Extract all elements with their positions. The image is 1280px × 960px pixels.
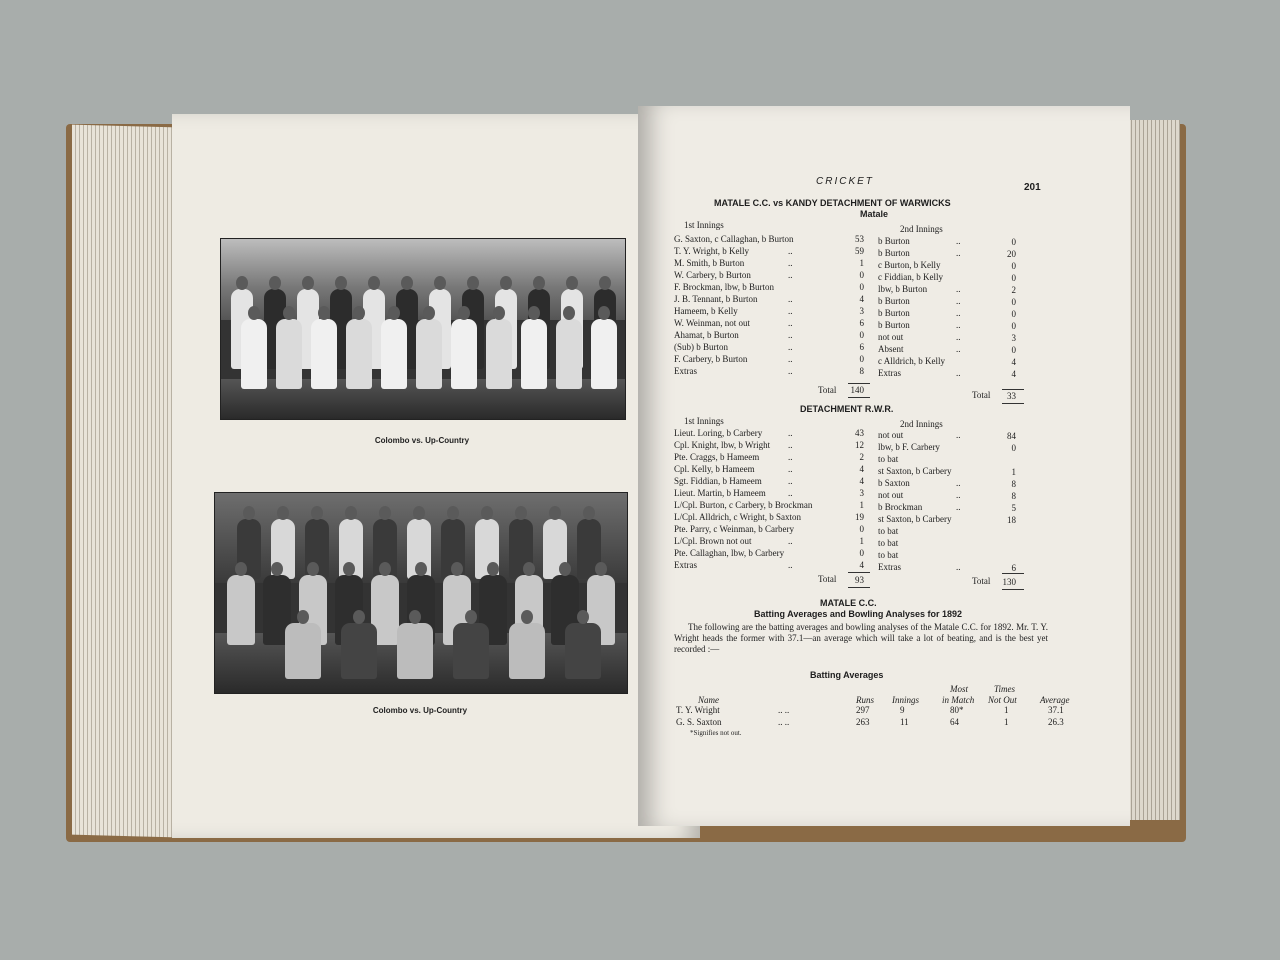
photo-figure-head xyxy=(515,506,527,520)
photo-figure xyxy=(397,623,433,679)
photo-figure-head xyxy=(423,306,435,320)
photo-figure-head xyxy=(549,506,561,520)
photo-figure-head xyxy=(447,506,459,520)
batsman-2nd: b Saxton xyxy=(878,478,910,488)
batsman-1st: M. Smith, b Burton xyxy=(674,258,745,268)
photo-figure xyxy=(565,623,601,679)
avg-runs: 297 xyxy=(856,705,870,715)
runs-1st: 0 xyxy=(859,330,864,340)
batsman-2nd: c Fiddian, b Kelly xyxy=(878,272,943,282)
dots-1st: .. xyxy=(788,476,793,486)
batsman-1st: Lieut. Loring, b Carbery xyxy=(674,428,763,438)
runs-1st: 1 xyxy=(859,258,864,268)
hdr-innings: Innings xyxy=(892,695,919,705)
photo-figure xyxy=(591,319,617,389)
batsman-2nd: to bat xyxy=(878,550,899,560)
runs-2nd: 4 xyxy=(1011,357,1016,367)
dots-1st: .. xyxy=(788,488,793,498)
batsman-1st: T. Y. Wright, b Kelly xyxy=(674,246,750,256)
intro-paragraph: The following are the batting averages and bowling analyses of the Matale C.C. for 1892. Mr. T. Y. Wright heads the former with 37.1—an average which will take a lot of beating, and is the best yet recorded :— xyxy=(674,622,1048,654)
photo-figure-head xyxy=(269,276,281,290)
photo-figure xyxy=(486,319,512,389)
right-page xyxy=(638,106,1130,826)
team2-total1: 93 xyxy=(855,575,864,585)
runs-1st: 0 xyxy=(859,354,864,364)
avg-innings: 9 xyxy=(900,705,905,715)
photo-figure xyxy=(416,319,442,389)
photo-figure-head xyxy=(559,562,571,576)
runs-2nd: 84 xyxy=(1007,431,1016,441)
hdr-most: Most xyxy=(950,684,968,694)
photo-figure xyxy=(381,319,407,389)
photo-figure-head xyxy=(297,610,309,624)
photo-figure-head xyxy=(343,562,355,576)
hdr-times: Times xyxy=(994,684,1016,694)
batsman-1st: Extras xyxy=(674,560,697,570)
team1-total1: 140 xyxy=(850,385,864,395)
dots-1st: .. xyxy=(788,560,793,570)
photo-figure-head xyxy=(307,562,319,576)
team1-total2: 33 xyxy=(1007,391,1016,401)
batsman-1st: Cpl. Kelly, b Hameem xyxy=(674,464,755,474)
photo-figure-head xyxy=(481,506,493,520)
photo-figure-head xyxy=(271,562,283,576)
runs-1st: 12 xyxy=(855,440,864,450)
dots-1st: .. xyxy=(788,246,793,256)
runs-2nd: 0 xyxy=(1011,237,1016,247)
photo-figure-head xyxy=(409,610,421,624)
team2-innings1-label: 1st Innings xyxy=(684,416,724,426)
photo-figure xyxy=(521,319,547,389)
batsman-2nd: c Burton, b Kelly xyxy=(878,260,941,270)
batsman-1st: G. Saxton, c Callaghan, b Burton xyxy=(674,234,794,244)
batsman-2nd: b Burton xyxy=(878,236,910,246)
avg-innings: 11 xyxy=(900,717,909,727)
photo-figure-head xyxy=(583,506,595,520)
batsman-2nd: st Saxton, b Carbery xyxy=(878,466,952,476)
photo-figure-head xyxy=(533,276,545,290)
batsman-2nd: lbw, b Burton xyxy=(878,284,928,294)
photo-figure xyxy=(227,575,255,645)
batsman-1st: J. B. Tennant, b Burton xyxy=(674,294,758,304)
runs-1st: 6 xyxy=(859,342,864,352)
dots-1st: .. xyxy=(788,428,793,438)
avg-average: 26.3 xyxy=(1048,717,1064,727)
batsman-2nd: b Brockman xyxy=(878,502,923,512)
photo-figure-head xyxy=(434,276,446,290)
runs-2nd: 5 xyxy=(1011,503,1016,513)
runs-2nd: 8 xyxy=(1011,491,1016,501)
team1-name: Matale xyxy=(860,209,889,219)
team2-name: DETACHMENT R.W.R. xyxy=(800,404,894,414)
dots-2nd: .. xyxy=(956,296,961,306)
runs-1st: 4 xyxy=(859,294,864,304)
batsman-1st: Cpl. Knight, lbw, b Wright xyxy=(674,440,771,450)
batsman-1st: L/Cpl. Alldrich, c Wright, b Saxton xyxy=(674,512,801,522)
footnote: *Signifies not out. xyxy=(690,729,742,737)
batsman-1st: Ahamat, b Burton xyxy=(674,330,739,340)
runs-1st: 6 xyxy=(859,318,864,328)
batsman-1st: F. Carbery, b Burton xyxy=(674,354,748,364)
avg-dots: .. .. xyxy=(778,705,790,715)
runs-2nd: 6 xyxy=(1011,563,1016,573)
batsman-2nd: Extras xyxy=(878,562,901,572)
avg-notout: 1 xyxy=(1004,717,1009,727)
runs-2nd: 8 xyxy=(1011,479,1016,489)
dots-2nd: .. xyxy=(956,490,961,500)
photo-figure-head xyxy=(248,306,260,320)
hdr-average: Average xyxy=(1040,695,1070,705)
runs-2nd: 0 xyxy=(1011,345,1016,355)
photo-figure-head xyxy=(368,276,380,290)
runs-2nd: 2 xyxy=(1011,285,1016,295)
dots-1st: .. xyxy=(788,354,793,364)
dots-1st: .. xyxy=(788,258,793,268)
batsman-2nd: b Burton xyxy=(878,308,910,318)
batsman-2nd: b Burton xyxy=(878,248,910,258)
team2-total-label-2: Total xyxy=(972,576,991,586)
runs-1st: 19 xyxy=(855,512,864,522)
photo-figure-head xyxy=(487,562,499,576)
team1-innings1-label: 1st Innings xyxy=(684,220,724,230)
runs-1st: 8 xyxy=(859,366,864,376)
team2-total2: 130 xyxy=(1002,577,1016,587)
photo-caption-bottom: Colombo vs. Up-Country xyxy=(372,706,468,715)
dots-1st: .. xyxy=(788,342,793,352)
runs-2nd: 0 xyxy=(1011,297,1016,307)
dots-1st: .. xyxy=(788,306,793,316)
batsman-1st: Hameem, b Kelly xyxy=(674,306,738,316)
section-title: Batting Averages and Bowling Analyses for 1892 xyxy=(754,609,963,619)
batsman-2nd: to bat xyxy=(878,538,899,548)
photo-figure-head xyxy=(528,306,540,320)
photo-figure xyxy=(341,623,377,679)
team1-total-label: Total xyxy=(818,385,837,395)
dots-2nd: .. xyxy=(956,308,961,318)
photo-figure-head xyxy=(401,276,413,290)
photo-figure xyxy=(346,319,372,389)
page-edges-left xyxy=(72,125,176,838)
batting-averages-title: Batting Averages xyxy=(810,670,884,680)
photo-figure-head xyxy=(523,562,535,576)
running-head: CRICKET xyxy=(816,176,874,187)
batsman-1st: Pte. Craggs, b Hameem xyxy=(674,452,760,462)
photo-figure-head xyxy=(500,276,512,290)
avg-most: 64 xyxy=(950,717,959,727)
photo-figure-head xyxy=(302,276,314,290)
runs-1st: 4 xyxy=(859,560,864,570)
page-number: 201 xyxy=(1024,182,1041,193)
photo-figure-head xyxy=(451,562,463,576)
photo-figure-head xyxy=(353,306,365,320)
section-club: MATALE C.C. xyxy=(820,598,877,608)
dots-1st: .. xyxy=(788,330,793,340)
runs-2nd: 4 xyxy=(1011,369,1016,379)
dots-2nd: .. xyxy=(956,562,961,572)
photo-figure-head xyxy=(236,276,248,290)
photo-figure-head xyxy=(598,306,610,320)
photo-figure xyxy=(556,319,582,389)
hdr-not-out: Not Out xyxy=(988,695,1017,705)
batsman-1st: Lieut. Martin, b Hameem xyxy=(674,488,766,498)
team-photo-top xyxy=(220,238,626,420)
photo-figure xyxy=(241,319,267,389)
dots-2nd: .. xyxy=(956,478,961,488)
hdr-in-match: in Match xyxy=(942,695,975,705)
left-page xyxy=(172,114,700,838)
batsman-1st: Sgt. Fiddian, b Hameem xyxy=(674,476,762,486)
batsman-1st: L/Cpl. Burton, c Carbery, b Brockman xyxy=(674,500,813,510)
photo-caption-top: Colombo vs. Up-Country xyxy=(374,436,470,445)
dots-1st: .. xyxy=(788,366,793,376)
photo-figure-head xyxy=(458,306,470,320)
batsman-2nd: lbw, b F. Carbery xyxy=(878,442,940,452)
team1-innings2-label: 2nd Innings xyxy=(900,224,943,234)
avg-name: G. S. Saxton xyxy=(676,717,722,727)
dots-2nd: .. xyxy=(956,320,961,330)
photo-figure-head xyxy=(577,610,589,624)
photo-figure xyxy=(276,319,302,389)
batsman-2nd: st Saxton, b Carbery xyxy=(878,514,952,524)
photo-figure-head xyxy=(379,506,391,520)
photo-figure-head xyxy=(318,306,330,320)
runs-1st: 3 xyxy=(859,488,864,498)
photo-figure-head xyxy=(465,610,477,624)
runs-2nd: 18 xyxy=(1007,515,1016,525)
dots-1st: .. xyxy=(788,294,793,304)
batsman-2nd: b Burton xyxy=(878,320,910,330)
team2-total-label: Total xyxy=(818,574,837,584)
avg-notout: 1 xyxy=(1004,705,1009,715)
batsman-2nd: not out xyxy=(878,430,904,440)
batsman-1st: W. Weinman, not out xyxy=(674,318,751,328)
avg-dots: .. .. xyxy=(778,717,790,727)
runs-1st: 43 xyxy=(855,428,864,438)
dots-2nd: .. xyxy=(956,248,961,258)
runs-1st: 53 xyxy=(855,234,864,244)
runs-2nd: 20 xyxy=(1007,249,1016,259)
photo-figure-head xyxy=(277,506,289,520)
avg-most: 80* xyxy=(950,705,964,715)
dots-1st: .. xyxy=(788,464,793,474)
photo-figure-head xyxy=(311,506,323,520)
batsman-2nd: c Alldrich, b Kelly xyxy=(878,356,945,366)
runs-2nd: 0 xyxy=(1011,443,1016,453)
dots-2nd: .. xyxy=(956,430,961,440)
photo-figure-head xyxy=(467,276,479,290)
photo-figure xyxy=(451,319,477,389)
photo-figure xyxy=(311,319,337,389)
photo-figure-head xyxy=(521,610,533,624)
photo-figure-head xyxy=(379,562,391,576)
avg-name: T. Y. Wright xyxy=(676,705,720,715)
photo-figure xyxy=(509,623,545,679)
photo-figure xyxy=(453,623,489,679)
runs-1st: 4 xyxy=(859,464,864,474)
runs-1st: 3 xyxy=(859,306,864,316)
runs-1st: 2 xyxy=(859,452,864,462)
dots-1st: .. xyxy=(788,452,793,462)
batsman-2nd: not out xyxy=(878,332,904,342)
runs-1st: 59 xyxy=(855,246,864,256)
photo-figure-head xyxy=(563,306,575,320)
runs-2nd: 1 xyxy=(1011,467,1016,477)
batsman-1st: W. Carbery, b Burton xyxy=(674,270,751,280)
runs-1st: 1 xyxy=(859,500,864,510)
dots-1st: .. xyxy=(788,270,793,280)
dots-1st: .. xyxy=(788,440,793,450)
dots-1st: .. xyxy=(788,318,793,328)
batsman-1st: Pte. Callaghan, lbw, b Carbery xyxy=(674,548,785,558)
avg-runs: 263 xyxy=(856,717,870,727)
photo-figure-head xyxy=(345,506,357,520)
batsman-1st: Pte. Parry, c Weinman, b Carbery xyxy=(674,524,794,534)
runs-2nd: 0 xyxy=(1011,309,1016,319)
photo-figure-head xyxy=(283,306,295,320)
dots-2nd: .. xyxy=(956,344,961,354)
batsman-2nd: not out xyxy=(878,490,904,500)
team2-innings2-label: 2nd Innings xyxy=(900,419,943,429)
dots-2nd: .. xyxy=(956,368,961,378)
batsman-1st: F. Brockman, lbw, b Burton xyxy=(674,282,774,292)
dots-1st: .. xyxy=(788,536,793,546)
dots-2nd: .. xyxy=(956,332,961,342)
runs-1st: 0 xyxy=(859,524,864,534)
batsman-2nd: Absent xyxy=(878,344,904,354)
hdr-name: Name xyxy=(698,695,719,705)
match-title: MATALE C.C. vs KANDY DETACHMENT OF WARWICKS xyxy=(714,198,951,208)
photo-figure-head xyxy=(353,610,365,624)
batsman-2nd: b Burton xyxy=(878,296,910,306)
avg-average: 37.1 xyxy=(1048,705,1064,715)
batsman-1st: (Sub) b Burton xyxy=(674,342,728,352)
dots-2nd: .. xyxy=(956,502,961,512)
photo-figure-head xyxy=(566,276,578,290)
photo-figure-head xyxy=(595,562,607,576)
photo-figure-head xyxy=(599,276,611,290)
photo-figure-head xyxy=(415,562,427,576)
runs-1st: 0 xyxy=(859,548,864,558)
batsman-2nd: to bat xyxy=(878,526,899,536)
photo-figure-head xyxy=(493,306,505,320)
photo-figure-head xyxy=(413,506,425,520)
runs-1st: 1 xyxy=(859,536,864,546)
photo-figure-head xyxy=(235,562,247,576)
runs-1st: 4 xyxy=(859,476,864,486)
runs-2nd: 0 xyxy=(1011,261,1016,271)
batsman-1st: L/Cpl. Brown not out xyxy=(674,536,752,546)
runs-1st: 0 xyxy=(859,270,864,280)
open-book xyxy=(66,106,1186,846)
runs-2nd: 3 xyxy=(1011,333,1016,343)
dots-2nd: .. xyxy=(956,284,961,294)
batsman-2nd: to bat xyxy=(878,454,899,464)
batsman-1st: Extras xyxy=(674,366,697,376)
batsman-2nd: Extras xyxy=(878,368,901,378)
team-photo-bottom xyxy=(214,492,628,694)
hdr-runs: Runs xyxy=(856,695,874,705)
runs-2nd: 0 xyxy=(1011,273,1016,283)
runs-2nd: 0 xyxy=(1011,321,1016,331)
dots-2nd: .. xyxy=(956,236,961,246)
team1-total-label-2: Total xyxy=(972,390,991,400)
photo-figure-head xyxy=(388,306,400,320)
photo-figure-head xyxy=(335,276,347,290)
runs-1st: 0 xyxy=(859,282,864,292)
photo-figure xyxy=(285,623,321,679)
photo-figure-head xyxy=(243,506,255,520)
